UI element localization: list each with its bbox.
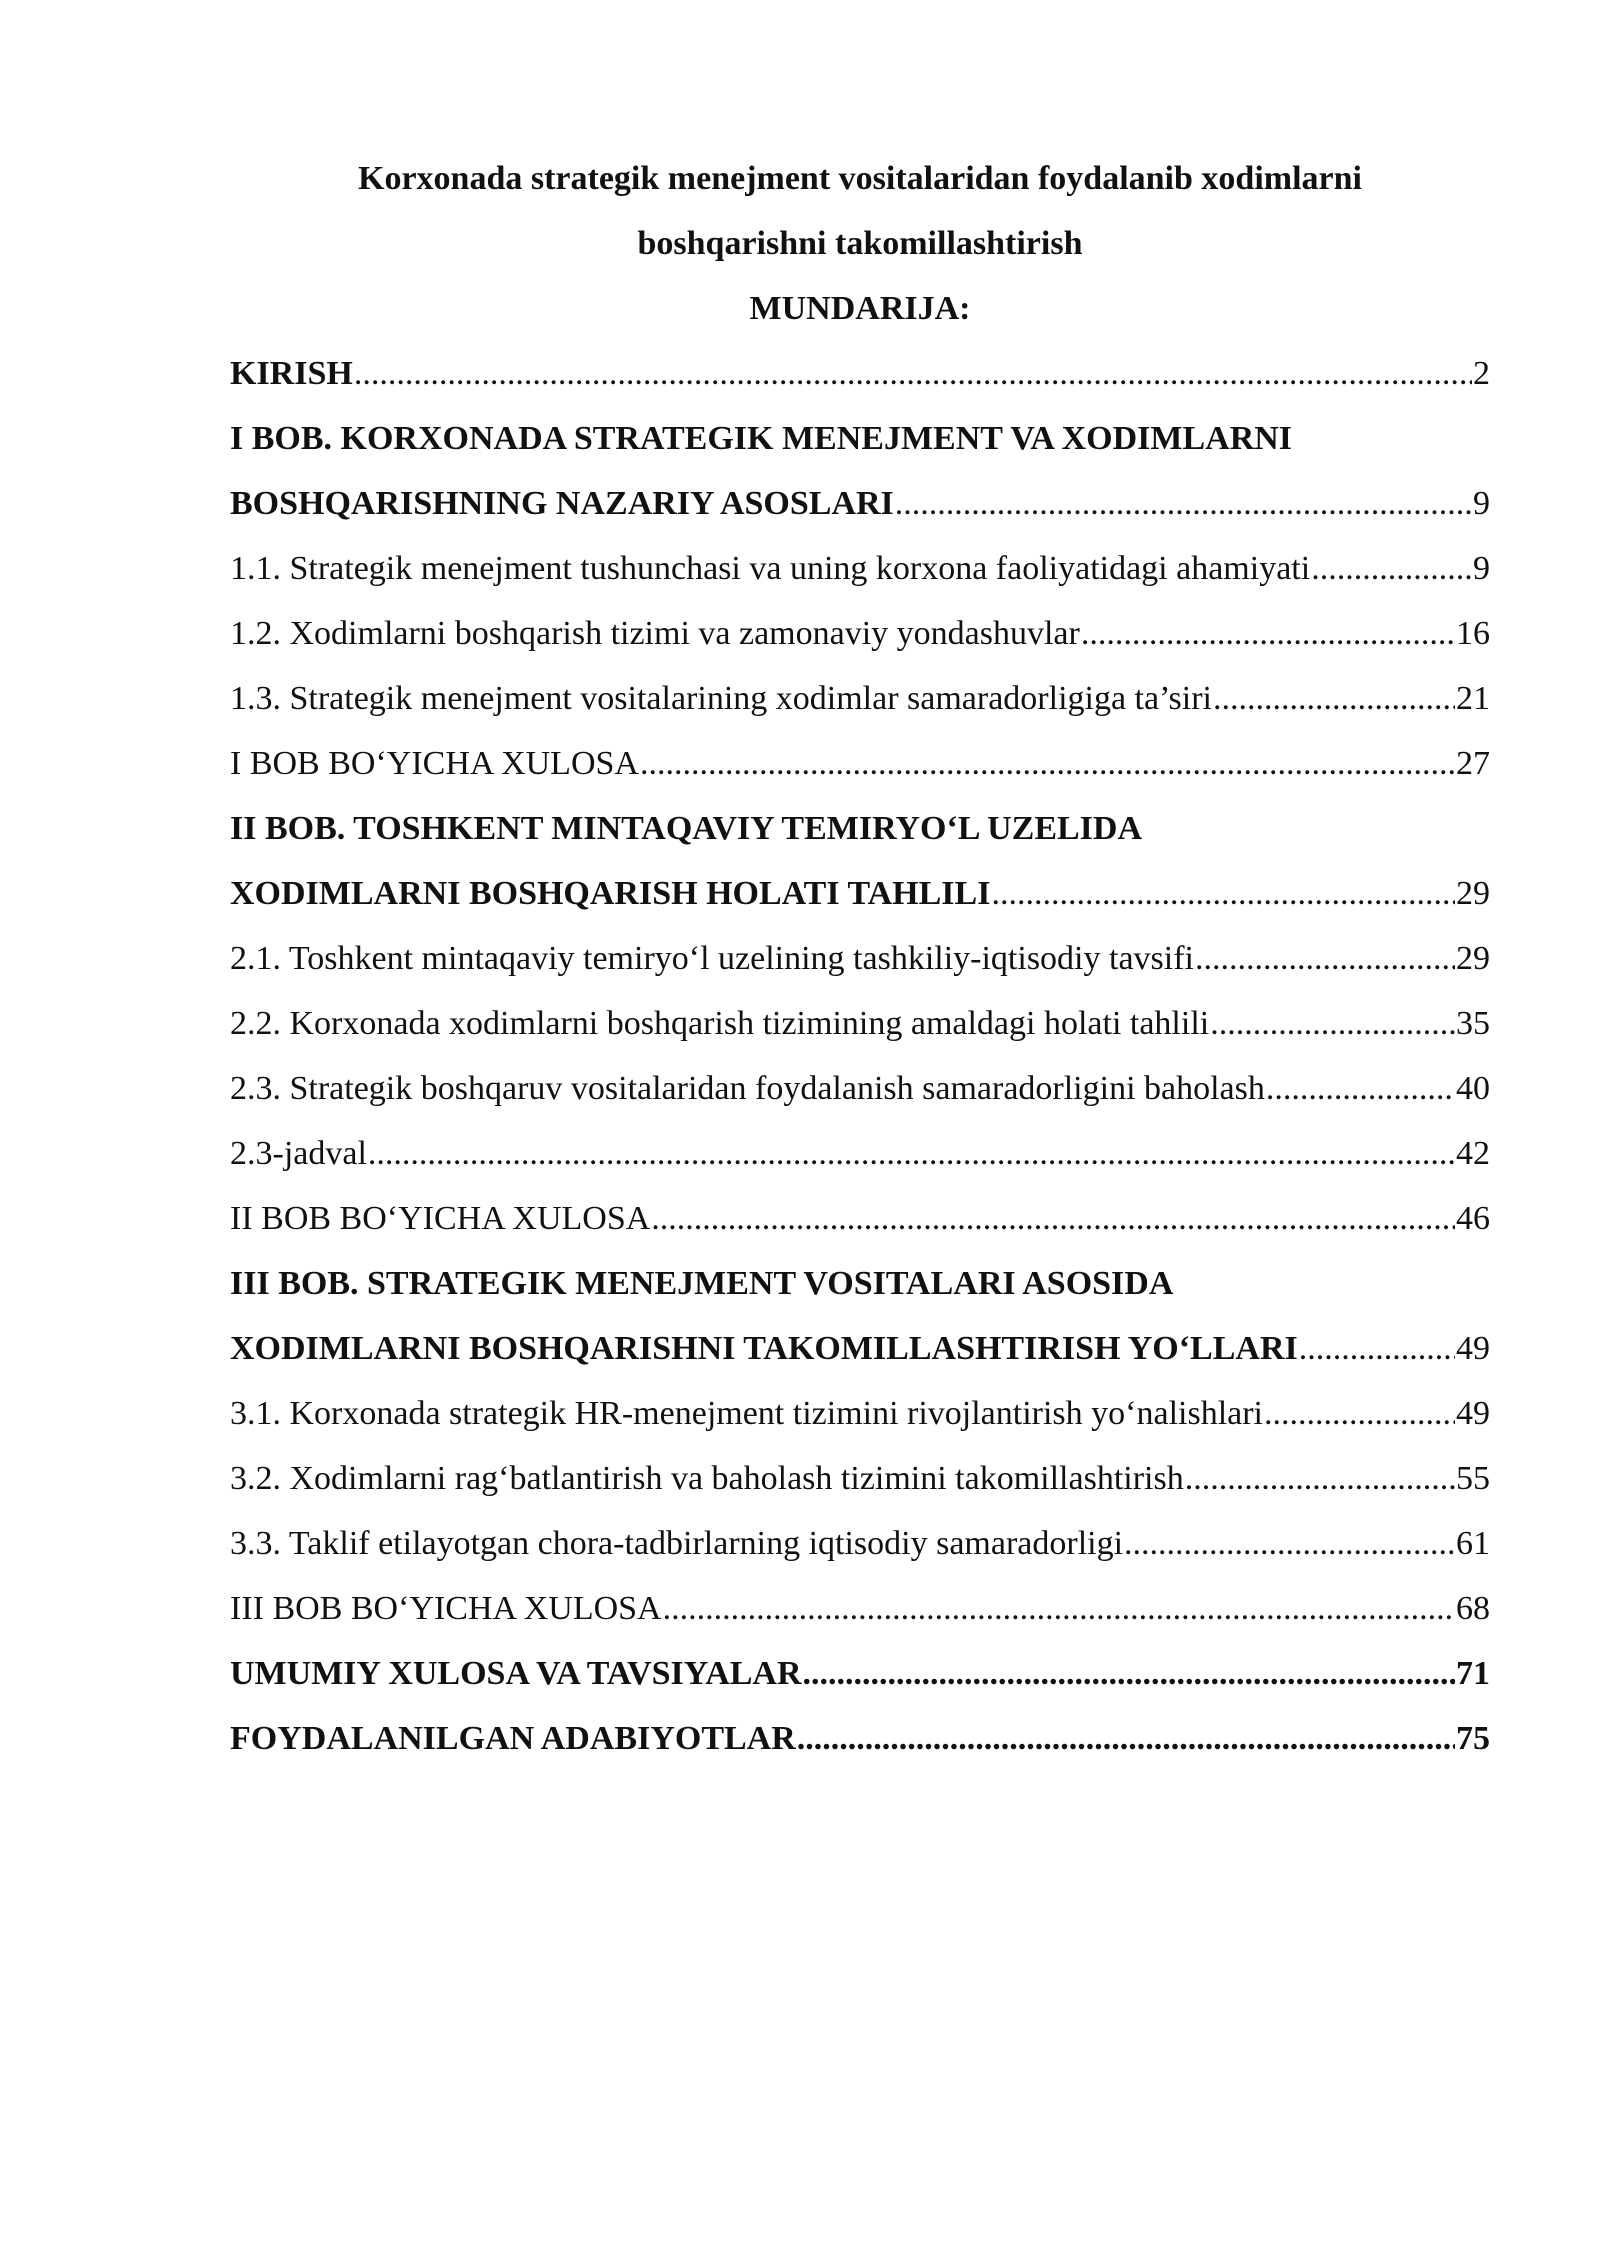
toc-entry-page: 35 [1456,1005,1490,1042]
toc-leader-dots [640,731,1455,796]
toc-entry-page: 29 [1456,875,1490,912]
toc-entry-page: 71 [1456,1655,1490,1692]
toc-entry-page: 40 [1456,1070,1490,1107]
toc-entry-text: 2.3-jadval [230,1135,367,1172]
toc-entry-section-3-1 [230,1381,1490,1446]
toc-entry-text: III BOB. STRATEGIK MENEJMENT VOSITALARI ASOSIDA [230,1265,1174,1302]
toc-entry-text: II BOB. TOSHKENT MINTAQAVIY TEMIRYO‘L UZELIDA [230,810,1143,847]
toc-entry-chapter-1-conclusion [230,731,1490,796]
toc-entry-page: 42 [1456,1135,1490,1172]
toc-entry-page: 55 [1456,1460,1490,1497]
toc-leader-dots [1299,1316,1455,1381]
toc-entry-text: 1.3. Strategik menejment vositalarining xodimlar samaradorligiga ta’siri [230,680,1212,717]
toc-entry-general-conclusion [230,1641,1490,1706]
toc-entry-text: 1.1. Strategik menejment tushunchasi va uning korxona faoliyatidagi ahamiyati [230,550,1311,587]
toc-entry-section-2-3 [230,1056,1490,1121]
toc-entry-page: 9 [1473,485,1490,522]
toc-entry-section-3-3 [230,1511,1490,1576]
toc-entry-page: 2 [1473,355,1490,392]
toc-entry-text: 3.2. Xodimlarni rag‘batlantirish va baholash tizimini takomillashtirish [230,1460,1184,1497]
toc-entry-page: 27 [1456,745,1490,782]
toc-entry-text: XODIMLARNI BOSHQARISH HOLATI TAHLILI [230,875,991,912]
toc-entry-references [230,1706,1490,1771]
toc-entry-page: 68 [1456,1590,1490,1627]
toc-entry-text: 3.1. Korxonada strategik HR-menejment tizimini rivojlantirish yo‘nalishlari [230,1395,1263,1432]
toc-entry-table-2-3 [230,1121,1490,1186]
title-line-2: boshqarishni takomillashtirish [637,225,1083,262]
contents-heading: MUNDARIJA: [749,290,971,327]
toc-entry-chapter-3-heading [230,1251,1490,1316]
toc-leader-dots [991,861,1455,926]
toc-entry-section-1-2 [230,601,1490,666]
table-of-contents [230,341,1490,1771]
toc-entry-chapter-3-conclusion [230,1576,1490,1641]
toc-entry-text: 2.2. Korxonada xodimlarni boshqarish tizimining amaldagi holati tahlili [230,1005,1210,1042]
toc-entry-chapter-2-conclusion [230,1186,1490,1251]
toc-leader-dots [1195,926,1455,991]
title-line-1: Korxonada strategik menejment vositalaridan foydalanib xodimlarni [358,160,1362,197]
toc-leader-dots [354,341,1472,406]
toc-entry-page: 75 [1456,1720,1490,1757]
toc-leader-dots [797,1706,1455,1771]
toc-leader-dots [651,1186,1455,1251]
toc-leader-dots [1210,991,1455,1056]
toc-entry-section-1-3 [230,666,1490,731]
toc-leader-dots [1311,536,1472,601]
toc-entry-section-2-1 [230,926,1490,991]
toc-entry-page: 49 [1456,1395,1490,1432]
toc-leader-dots [368,1121,1455,1186]
toc-entry-introduction [230,341,1490,406]
toc-entry-page: 49 [1456,1330,1490,1367]
toc-entry-text: 2.1. Toshkent mintaqaviy temiryo‘l uzelining tashkiliy-iqtisodiy tavsifi [230,940,1194,977]
toc-entry-text: II BOB BO‘YICHA XULOSA [230,1200,651,1237]
toc-entry-page: 46 [1456,1200,1490,1237]
document-title [230,146,1490,341]
toc-leader-dots [1264,1381,1455,1446]
toc-entry-chapter-2-heading-cont [230,861,1490,926]
toc-entry-chapter-3-heading-cont [230,1316,1490,1381]
toc-entry-section-3-2 [230,1446,1490,1511]
toc-leader-dots [1124,1511,1455,1576]
toc-entry-text: 1.2. Xodimlarni boshqarish tizimi va zamonaviy yondashuvlar [230,615,1080,652]
toc-entry-text: UMUMIY XULOSA VA TAVSIYALAR [230,1655,802,1692]
toc-entry-chapter-2-heading [230,796,1490,861]
toc-entry-chapter-1-heading-cont [230,471,1490,536]
toc-leader-dots [1213,666,1455,731]
toc-entry-text: FOYDALANILGAN ADABIYOTLAR [230,1720,796,1757]
toc-entry-page: 21 [1456,680,1490,717]
toc-leader-dots [803,1641,1455,1706]
toc-leader-dots [895,471,1472,536]
toc-entry-page: 61 [1456,1525,1490,1562]
toc-entry-text: 3.3. Taklif etilayotgan chora-tadbirlarning iqtisodiy samaradorligi [230,1525,1124,1562]
toc-entry-text: KIRISH [230,355,353,392]
toc-leader-dots [1185,1446,1455,1511]
toc-leader-dots [663,1576,1455,1641]
toc-entry-text: 2.3. Strategik boshqaruv vositalaridan foydalanish samaradorligini baholash [230,1070,1265,1107]
toc-entry-text: XODIMLARNI BOSHQARISHNI TAKOMILLASHTIRISH YO‘LLARI [230,1330,1298,1367]
toc-leader-dots [1081,601,1455,666]
toc-entry-page: 16 [1456,615,1490,652]
toc-entry-text: I BOB BO‘YICHA XULOSA [230,745,639,782]
toc-entry-chapter-1-heading [230,406,1490,471]
toc-entry-section-1-1 [230,536,1490,601]
toc-entry-text: BOSHQARISHNING NAZARIY ASOSLARI [230,485,894,522]
toc-entry-text: I BOB. KORXONADA STRATEGIK MENEJMENT VA XODIMLARNI [230,420,1293,457]
toc-entry-page: 29 [1456,940,1490,977]
toc-entry-text: III BOB BO‘YICHA XULOSA [230,1590,662,1627]
toc-entry-section-2-2 [230,991,1490,1056]
toc-leader-dots [1266,1056,1455,1121]
toc-entry-page: 9 [1473,550,1490,587]
